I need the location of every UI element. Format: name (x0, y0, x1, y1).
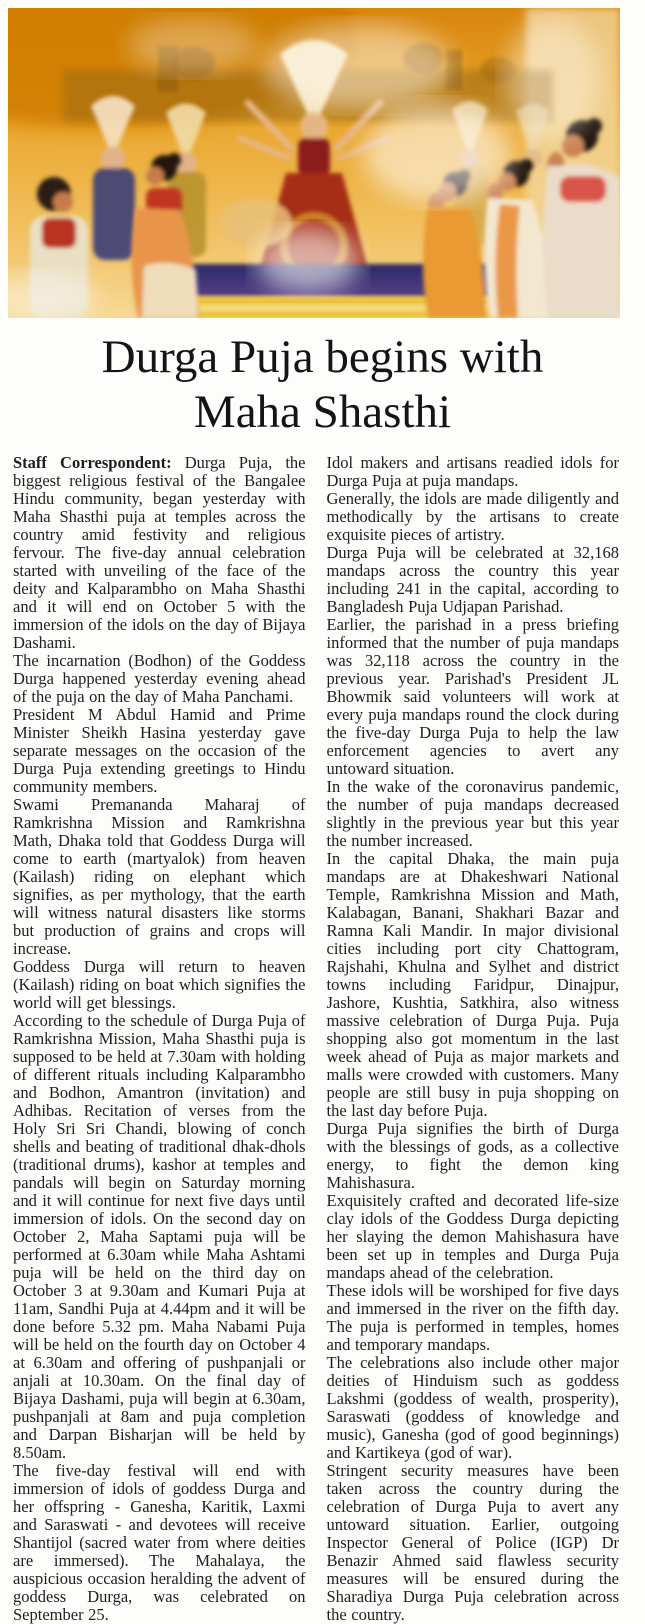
article-photo (8, 8, 620, 318)
right-paragraphs (327, 454, 620, 1624)
article-headline (10, 330, 635, 440)
article-paragraph: Durga Puja signifies the birth of Durga with the blessings of gods, as a collective energy, to fight the demon king Mahishasura. (326, 1119, 619, 1192)
article-paragraph: Earlier, the parishad in a press briefing informed that the number of puja mandaps was 32,118 across the country in the previous year. Parishad's President JL Bhowmik said volunteers will work at every puja mandaps round the clock during the five-day Durga Puja to help the law enforcement agencies to avert any untoward situation. (326, 615, 619, 778)
article-paragraph: In the wake of the coronavirus pandemic, the number of puja mandaps decreased slightly in the previous year but this year the number increased. (326, 777, 619, 850)
article-paragraph: Durga Puja will be celebrated at 32,168 mandaps across the country this year including 241 in the capital, according to Bangladesh Puja Udjapan Parishad. (326, 543, 619, 616)
article-body (0, 454, 645, 1624)
article-paragraph: In the capital Dhaka, the main puja mandaps are at Dhakeshwari National Temple, Ramkrishna Mission and Math, Kalabagan, Banani, Shakhari Bazar and Ramna Kali Mandir. In major divisional cities including port city Chattogram, Rajshahi, Khulna and Sylhet and district towns including Faridpur, Dinajpur, Jashore, Kushtia, Satkhira, also witness massive celebration of Durga Puja. Puja shopping also got momentum in the last week ahead of Puja as major markets and malls were crowded with customers. Many people are still busy in puja shopping on the last day before Puja. (326, 849, 619, 1120)
article-paragraph: The incarnation (Bodhon) of the Goddess Durga happened yesterday evening ahead of the puja on the day of Maha Panchami. (13, 651, 306, 706)
article-paragraph: President M Abdul Hamid and Prime Minister Sheikh Hasina yesterday gave separate messages on the occasion of the Durga Puja extending greetings to Hindu community members. (13, 705, 306, 796)
article-paragraph: Stringent security measures have been taken across the country during the celebration of Durga Puja to avert any untoward situation. Earlier, outgoing Inspector General of Police (IGP) Dr Benazir Ahmed said flawless security measures will be ensured during the Sharadiya Durga Puja celebration across the country. (326, 1461, 619, 1624)
article-paragraph: According to the schedule of Durga Puja of Ramkrishna Mission, Maha Shasthi puja is supposed to be held at 7.30am with holding of different rituals including Kalparambho and Bodhon, Amantron (invitation) and Adhibas. Recitation of verses from the Holy Sri Sri Chandi, blowing of conch shells and beating of traditional dhak-dhols (traditional drums), kashor at temples and pandals will begin on Saturday morning and it will continue for next five days until immersion of idols. On the second day on October 2, Maha Saptami puja will be performed at 6.30am while Maha Ashtami puja will be held on the third day on October 3 at 9.30am and Kumari Puja at 11am, Sandhi Puja at 4.44pm and it will be done before 5.32 pm. Maha Nabami Puja will be held on the fourth day on October 4 at 6.30am and offering of pushpanjali or anjali at 10.30am. On the final day of Bijaya Dashami, puja will begin at 6.30am, pushpanjali at 8am and puja completion and Darpan Bisharjan will be held by 8.50am. (13, 1011, 306, 1462)
article-paragraph: Exquisitely crafted and decorated life-size clay idols of the Goddess Durga depicting her slaying the demon Mahishasura have been set up in temples and Durga Puja mandaps ahead of the celebration. (326, 1191, 619, 1282)
left-column (13, 454, 306, 1624)
article-paragraph: The five-day festival will end with immersion of idols of goddess Durga and her offspring - Ganesha, Karitik, Laxmi and Saraswati - and devotees will receive Shantijol (sacred water from where deities are immersed). The Mahalaya, the auspicious occasion heralding the advent of goddess Durga, was celebrated on September 25. (13, 1461, 306, 1624)
byline-label: Staff Correspondent: (13, 453, 172, 472)
lead-text: Durga Puja, the biggest religious festival of the Bangalee Hindu community, began yesterday with Maha Shasthi puja at temples across the country amid festivity and religious fervour. The five-day annual celebration started with unveiling of the face of the deity and Kalparambho on Maha Shasthi and it will end on October 5 with the immersion of the idols on the day of Bijaya Dashami. (13, 453, 306, 652)
article-paragraph: Idol makers and artisans readied idols for Durga Puja at puja mandaps. (326, 453, 619, 490)
lead-paragraph (13, 454, 306, 652)
durga-puja-photo-illustration (8, 8, 620, 318)
article-paragraph: These idols will be worshiped for five days and immersed in the river on the fifth day. The puja is performed in temples, homes and temporary mandaps. (326, 1281, 619, 1354)
right-column (327, 454, 620, 1624)
left-paragraphs (13, 652, 306, 1624)
headline-line-1: Durga Puja begins with (101, 331, 544, 383)
article-paragraph: Swami Premananda Maharaj of Ramkrishna Mission and Ramkrishna Math, Dhaka told that Goddess Durga will come to earth (martyalok) from heaven (Kailash) riding on elephant which signifies, as per mythology, that the earth will witness natural disasters like storms but production of grains and crops will increase. (13, 795, 306, 958)
article-paragraph: The celebrations also include other major deities of Hinduism such as goddess Lakshmi (goddess of wealth, prosperity), Saraswati (goddess of knowledge and music), Ganesha (god of good beginnings) and Kartikeya (god of war). (326, 1353, 619, 1462)
headline-line-2: Maha Shasthi (193, 386, 452, 438)
newspaper-article-page (0, 8, 645, 1624)
article-paragraph: Goddess Durga will return to heaven (Kailash) riding on boat which signifies the world will get blessings. (13, 957, 306, 1012)
article-paragraph: Generally, the idols are made diligently and methodically by the artisans to create exquisite pieces of artistry. (326, 489, 619, 544)
